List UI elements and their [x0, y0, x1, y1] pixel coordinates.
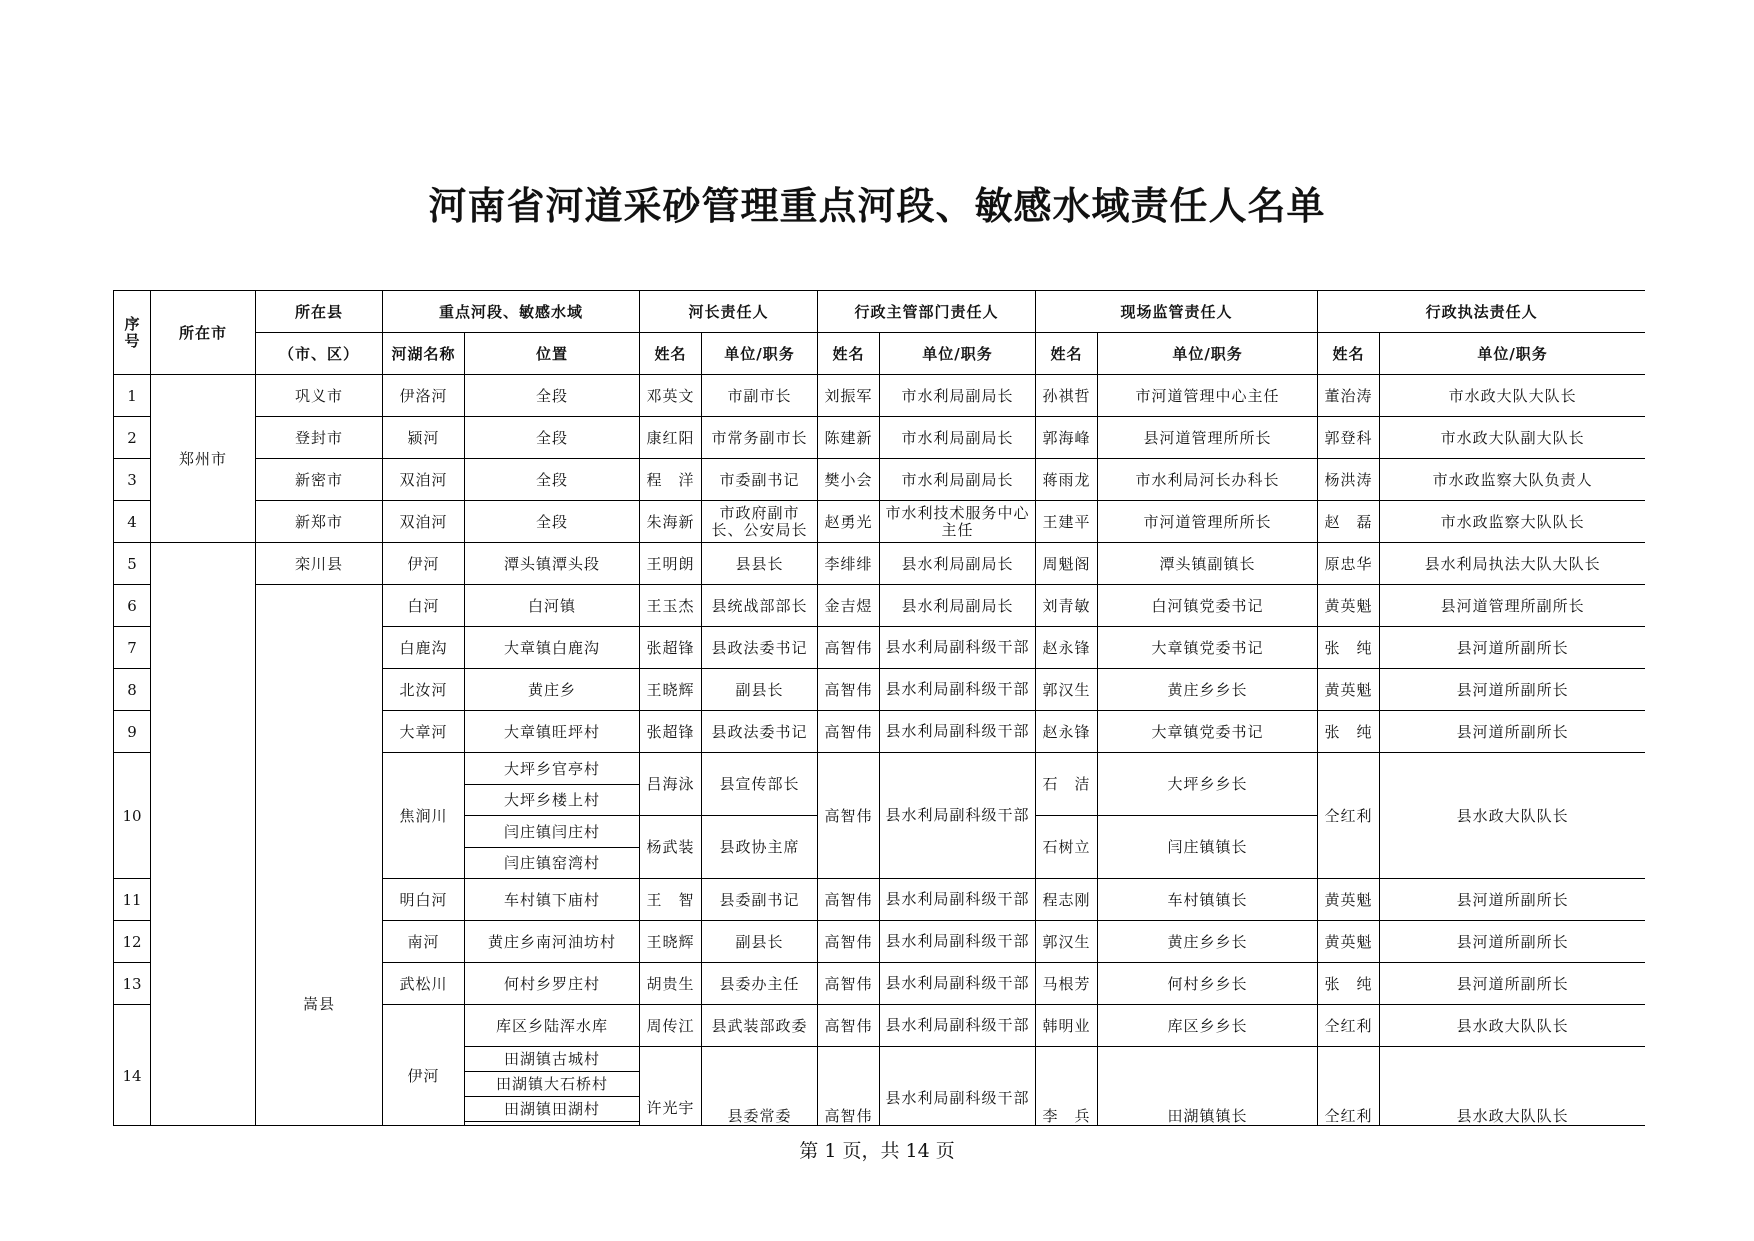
row-sv-unit: 田湖镇镇长	[1098, 1047, 1318, 1127]
row-ad-name: 李绯绯	[818, 543, 880, 585]
row-sv-unit: 市河道管理所所长	[1098, 501, 1318, 543]
row-rc-unit: 县县长	[702, 543, 818, 585]
header-key-section: 重点河段、敏感水域	[383, 291, 640, 333]
row-sv-name: 马根芳	[1036, 963, 1098, 1005]
row-ad-unit: 市水利局副局长	[880, 459, 1036, 501]
row-sv-name: 石树立	[1036, 816, 1098, 879]
row-sv-unit: 车村镇镇长	[1098, 879, 1318, 921]
row-rc-unit: 市委副书记	[702, 459, 818, 501]
row-sv-name: 石 洁	[1036, 753, 1098, 816]
row-river: 明白河	[383, 879, 465, 921]
header-sv-unit: 单位/职务	[1098, 333, 1318, 375]
row-sv-name: 李 兵	[1036, 1047, 1098, 1127]
page-footer: 第 1 页，共 14 页	[799, 1140, 955, 1162]
row-city-blank	[151, 543, 256, 1127]
row-ad-unit: 县水利局副局长	[880, 585, 1036, 627]
row-sv-unit: 库区乡乡长	[1098, 1005, 1318, 1047]
row-location: 田湖镇田湖村	[465, 1097, 640, 1122]
row-rc-name: 杨武装	[640, 816, 702, 879]
row-le-unit: 市水政监察大队队长	[1380, 501, 1645, 543]
row-location: 全段	[465, 501, 640, 543]
row-le-unit: 县河道所副所长	[1380, 627, 1645, 669]
row-ad-unit: 县水利局副科级干部	[880, 753, 1036, 879]
header-county-sub: （市、区）	[256, 333, 383, 375]
row-rc-unit: 县统战部部长	[702, 585, 818, 627]
row-seq: 11	[114, 879, 151, 921]
row-river: 白河	[383, 585, 465, 627]
row-location: 田湖镇古城村	[465, 1047, 640, 1072]
row-le-unit: 县水政大队队长	[1380, 1047, 1645, 1127]
row-location: 全段	[465, 459, 640, 501]
row-sv-unit: 潭头镇副镇长	[1098, 543, 1318, 585]
row-le-unit: 县河道管理所副所长	[1380, 585, 1645, 627]
header-le-name: 姓名	[1318, 333, 1380, 375]
row-sv-name: 程志刚	[1036, 879, 1098, 921]
header-county: 所在县	[256, 291, 383, 333]
row-le-unit: 市水政大队副大队长	[1380, 417, 1645, 459]
row-seq: 9	[114, 711, 151, 753]
row-ad-unit: 县水利局副科级干部	[880, 1047, 1036, 1127]
row-ad-unit: 县水利局副科级干部	[880, 627, 1036, 669]
row-ad-name: 陈建新	[818, 417, 880, 459]
row-ad-unit: 县水利局副科级干部	[880, 921, 1036, 963]
row-seq: 8	[114, 669, 151, 711]
row-ad-unit: 市水利技术服务中心主任	[880, 501, 1036, 543]
responsibility-table-container	[113, 290, 1645, 1126]
row-location: 大章镇旺坪村	[465, 711, 640, 753]
row-le-unit: 县河道所副所长	[1380, 879, 1645, 921]
row-rc-unit: 县武装部政委	[702, 1005, 818, 1047]
row-sv-name: 蒋雨龙	[1036, 459, 1098, 501]
row-sv-name: 郭汉生	[1036, 669, 1098, 711]
row-sv-name: 刘青敏	[1036, 585, 1098, 627]
row-rc-name: 康红阳	[640, 417, 702, 459]
row-ad-name: 高智伟	[818, 963, 880, 1005]
row-river: 大章河	[383, 711, 465, 753]
row-sv-name: 赵永锋	[1036, 627, 1098, 669]
row-rc-name: 胡贵生	[640, 963, 702, 1005]
row-county: 嵩县	[256, 585, 383, 1127]
row-location: 全段	[465, 375, 640, 417]
responsibility-table	[113, 290, 1645, 1126]
row-ad-name: 高智伟	[818, 627, 880, 669]
row-location: 大坪乡官亭村	[465, 753, 640, 785]
header-ad-name: 姓名	[818, 333, 880, 375]
row-rc-unit: 县政协主席	[702, 816, 818, 879]
row-le-name: 董治涛	[1318, 375, 1380, 417]
row-seq: 10	[114, 753, 151, 879]
row-seq: 13	[114, 963, 151, 1005]
table-row	[114, 543, 1646, 585]
table-row	[114, 459, 1646, 501]
row-river: 北汝河	[383, 669, 465, 711]
row-le-name: 张 纯	[1318, 711, 1380, 753]
row-le-name: 黄英魁	[1318, 669, 1380, 711]
row-rc-name: 王 智	[640, 879, 702, 921]
row-rc-unit: 市常务副市长	[702, 417, 818, 459]
row-le-name: 郭登科	[1318, 417, 1380, 459]
row-ad-name: 赵勇光	[818, 501, 880, 543]
row-seq: 6	[114, 585, 151, 627]
row-rc-unit: 县政法委书记	[702, 627, 818, 669]
row-rc-unit: 副县长	[702, 921, 818, 963]
row-ad-name: 高智伟	[818, 921, 880, 963]
row-rc-name: 朱海新	[640, 501, 702, 543]
table-subheader-row	[114, 333, 1646, 375]
row-rc-unit: 县委副书记	[702, 879, 818, 921]
row-rc-unit: 县政法委书记	[702, 711, 818, 753]
row-sv-name: 孙祺哲	[1036, 375, 1098, 417]
row-ad-unit: 市水利局副局长	[880, 417, 1036, 459]
row-river: 南河	[383, 921, 465, 963]
header-seq: 序号	[114, 291, 151, 375]
row-sv-unit: 黄庄乡乡长	[1098, 669, 1318, 711]
row-seq: 1	[114, 375, 151, 417]
row-ad-name: 高智伟	[818, 1005, 880, 1047]
row-rc-name: 王晓辉	[640, 921, 702, 963]
row-ad-name: 高智伟	[818, 879, 880, 921]
row-le-name: 黄英魁	[1318, 921, 1380, 963]
row-rc-name: 程 洋	[640, 459, 702, 501]
row-seq: 7	[114, 627, 151, 669]
row-location: 黄庄乡	[465, 669, 640, 711]
row-seq: 5	[114, 543, 151, 585]
row-sv-name: 韩明业	[1036, 1005, 1098, 1047]
row-location: 白河镇	[465, 585, 640, 627]
row-le-unit: 县河道所副所长	[1380, 711, 1645, 753]
row-le-name: 黄英魁	[1318, 585, 1380, 627]
row-ad-name: 樊小会	[818, 459, 880, 501]
row-sv-name: 郭海峰	[1036, 417, 1098, 459]
table-row	[114, 375, 1646, 417]
header-ad-unit: 单位/职务	[880, 333, 1036, 375]
header-rc-name: 姓名	[640, 333, 702, 375]
row-sv-name: 郭汉生	[1036, 921, 1098, 963]
row-location: 车村镇下庙村	[465, 879, 640, 921]
page-title: 河南省河道采砂管理重点河段、敏感水域责任人名单	[428, 184, 1326, 228]
header-le-unit: 单位/职务	[1380, 333, 1645, 375]
row-le-name: 原忠华	[1318, 543, 1380, 585]
row-location: 大坪乡楼上村	[465, 785, 640, 816]
row-le-name: 仝红利	[1318, 753, 1380, 879]
row-rc-name: 张超锋	[640, 711, 702, 753]
header-law-enforcement: 行政执法责任人	[1318, 291, 1645, 333]
row-county: 新密市	[256, 459, 383, 501]
row-river: 白鹿沟	[383, 627, 465, 669]
row-rc-name: 周传江	[640, 1005, 702, 1047]
row-rc-unit: 县宣传部长	[702, 753, 818, 816]
row-location: 全段	[465, 417, 640, 459]
row-rc-name: 邓英文	[640, 375, 702, 417]
row-sv-unit: 白河镇党委书记	[1098, 585, 1318, 627]
row-river: 双洎河	[383, 501, 465, 543]
row-sv-unit: 市河道管理中心主任	[1098, 375, 1318, 417]
row-ad-unit: 县水利局副科级干部	[880, 963, 1036, 1005]
row-le-name: 杨洪涛	[1318, 459, 1380, 501]
row-county: 登封市	[256, 417, 383, 459]
row-county: 巩义市	[256, 375, 383, 417]
row-ad-unit: 县水利局副局长	[880, 543, 1036, 585]
header-city: 所在市	[151, 291, 256, 375]
row-le-name: 赵 磊	[1318, 501, 1380, 543]
row-river: 焦涧川	[383, 753, 465, 879]
row-le-name: 张 纯	[1318, 963, 1380, 1005]
row-location: 大章镇白鹿沟	[465, 627, 640, 669]
row-ad-name: 刘振军	[818, 375, 880, 417]
row-location: 潭头镇潭头段	[465, 543, 640, 585]
row-le-unit: 县河道所副所长	[1380, 963, 1645, 1005]
table-row	[114, 417, 1646, 459]
row-seq: 14	[114, 1005, 151, 1127]
row-city: 郑州市	[151, 375, 256, 543]
row-le-unit: 县水政大队队长	[1380, 753, 1645, 879]
header-admin-dept: 行政主管部门责任人	[818, 291, 1036, 333]
row-sv-unit: 大章镇党委书记	[1098, 627, 1318, 669]
row-le-name: 仝红利	[1318, 1005, 1380, 1047]
row-location: 闫庄镇闫庄村	[465, 816, 640, 848]
row-rc-name: 张超锋	[640, 627, 702, 669]
row-river: 武松川	[383, 963, 465, 1005]
row-river: 伊河	[383, 1005, 465, 1127]
row-ad-name: 高智伟	[818, 669, 880, 711]
header-rc-unit: 单位/职务	[702, 333, 818, 375]
table-header-row	[114, 291, 1646, 333]
row-rc-name: 王明朗	[640, 543, 702, 585]
row-seq: 4	[114, 501, 151, 543]
header-river-chief: 河长责任人	[640, 291, 818, 333]
row-rc-name: 吕海泳	[640, 753, 702, 816]
row-le-name: 张 纯	[1318, 627, 1380, 669]
row-seq: 12	[114, 921, 151, 963]
row-sv-unit: 大坪乡乡长	[1098, 753, 1318, 816]
row-sv-unit: 何村乡乡长	[1098, 963, 1318, 1005]
row-location: 闫庄镇窑湾村	[465, 848, 640, 879]
row-county: 栾川县	[256, 543, 383, 585]
row-ad-name: 高智伟	[818, 711, 880, 753]
row-ad-name: 高智伟	[818, 1047, 880, 1127]
row-rc-name: 许光宇	[640, 1047, 702, 1127]
row-le-name: 仝红利	[1318, 1047, 1380, 1127]
row-ad-unit: 县水利局副科级干部	[880, 711, 1036, 753]
table-row	[114, 501, 1646, 543]
row-rc-unit: 市副市长	[702, 375, 818, 417]
row-le-unit: 县水政大队队长	[1380, 1005, 1645, 1047]
row-sv-name: 王建平	[1036, 501, 1098, 543]
row-rc-unit: 市政府副市长、公安局长	[702, 501, 818, 543]
row-ad-name: 高智伟	[818, 753, 880, 879]
row-le-unit: 县河道所副所长	[1380, 921, 1645, 963]
row-ad-unit: 县水利局副科级干部	[880, 1005, 1036, 1047]
row-location: 库区乡陆浑水库	[465, 1005, 640, 1047]
row-sv-unit: 黄庄乡乡长	[1098, 921, 1318, 963]
row-sv-unit: 大章镇党委书记	[1098, 711, 1318, 753]
row-river: 颍河	[383, 417, 465, 459]
row-le-unit: 县水利局执法大队大队长	[1380, 543, 1645, 585]
row-le-name: 黄英魁	[1318, 879, 1380, 921]
row-location: 何村乡罗庄村	[465, 963, 640, 1005]
row-ad-unit: 县水利局副科级干部	[880, 669, 1036, 711]
row-sv-name: 赵永锋	[1036, 711, 1098, 753]
row-seq: 2	[114, 417, 151, 459]
row-sv-unit: 县河道管理所所长	[1098, 417, 1318, 459]
row-ad-unit: 市水利局副局长	[880, 375, 1036, 417]
row-ad-unit: 县水利局副科级干部	[880, 879, 1036, 921]
row-sv-unit: 市水利局河长办科长	[1098, 459, 1318, 501]
header-location: 位置	[465, 333, 640, 375]
row-sv-unit: 闫庄镇镇长	[1098, 816, 1318, 879]
row-location: 黄庄乡南河油坊村	[465, 921, 640, 963]
header-sv-name: 姓名	[1036, 333, 1098, 375]
row-le-unit: 市水政监察大队负责人	[1380, 459, 1645, 501]
row-river: 伊河	[383, 543, 465, 585]
header-river-name: 河湖名称	[383, 333, 465, 375]
row-rc-unit: 县委常委	[702, 1047, 818, 1127]
row-le-unit: 市水政大队大队长	[1380, 375, 1645, 417]
row-river: 双洎河	[383, 459, 465, 501]
row-location: 田湖镇大石桥村	[465, 1072, 640, 1097]
row-sv-name: 周魁阁	[1036, 543, 1098, 585]
header-site-supervision: 现场监管责任人	[1036, 291, 1318, 333]
row-rc-unit: 副县长	[702, 669, 818, 711]
row-county: 新郑市	[256, 501, 383, 543]
row-rc-unit: 县委办主任	[702, 963, 818, 1005]
row-le-unit: 县河道所副所长	[1380, 669, 1645, 711]
row-rc-name: 王玉杰	[640, 585, 702, 627]
row-river: 伊洛河	[383, 375, 465, 417]
row-rc-name: 王晓辉	[640, 669, 702, 711]
row-ad-name: 金吉煜	[818, 585, 880, 627]
row-seq: 3	[114, 459, 151, 501]
table-row	[114, 585, 1646, 627]
row-location-blank	[465, 1122, 640, 1127]
